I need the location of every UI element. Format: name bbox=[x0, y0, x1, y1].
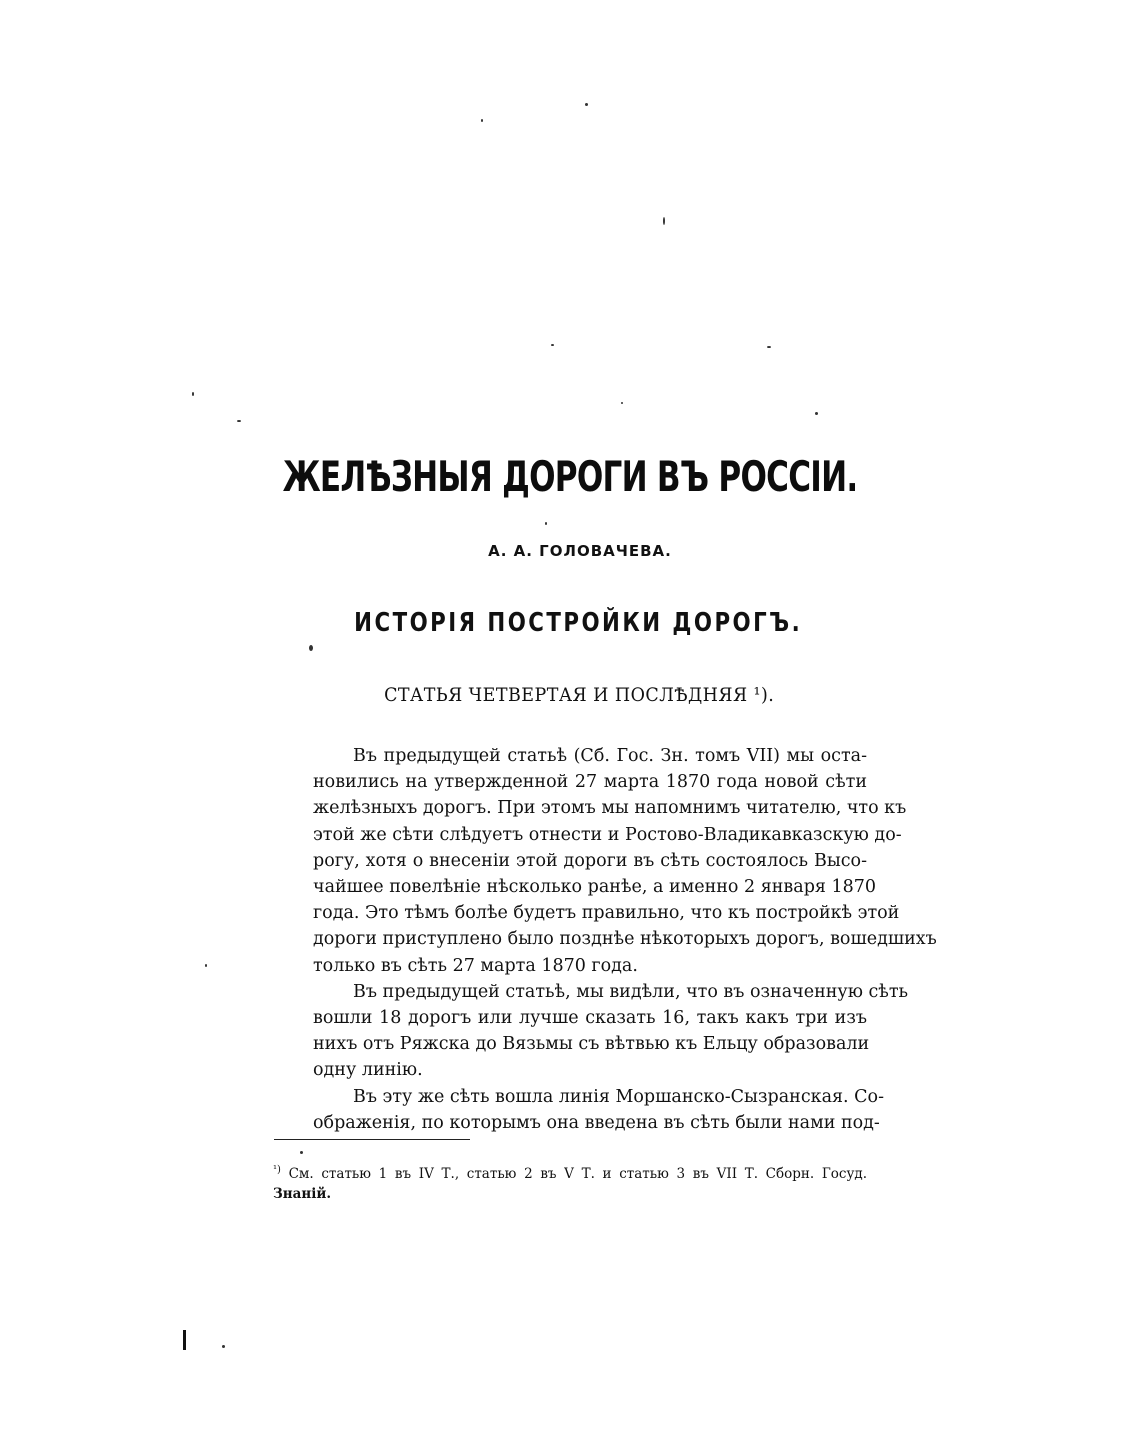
text-line: этой же сѣти слѣдуетъ отнести и Ростово-Владикавказскую до- bbox=[313, 824, 902, 845]
text-line: Въ предыдущей статьѣ, мы видѣли, что въ означенную сѣть bbox=[353, 981, 909, 1002]
scan-speck bbox=[815, 412, 818, 415]
scan-speck bbox=[192, 392, 194, 396]
text-line: Въ предыдущей статьѣ (Сб. Гос. Зн. томъ VII) мы оста- bbox=[353, 746, 867, 766]
text-line: чайшее повелѣніе нѣсколько ранѣе, а именно 2 января 1870 bbox=[313, 877, 877, 898]
text-line: дороги приступлено было позднѣе нѣкоторыхъ дорогъ, вошедшихъ bbox=[313, 929, 937, 950]
text-line: новились на утвержденной 27 марта 1870 года новой сѣти bbox=[313, 772, 867, 793]
author-name: А. А. ГОЛОВАЧЕВА. bbox=[488, 542, 672, 560]
footnote-line: Знаній. bbox=[273, 1186, 332, 1202]
scan-speck bbox=[663, 217, 665, 225]
scan-speck bbox=[551, 344, 554, 346]
scan-speck bbox=[585, 103, 588, 106]
scan-speck bbox=[309, 645, 313, 651]
scan-speck bbox=[621, 402, 623, 404]
article-title: ЖЕЛѢЗНЫЯ ДОРОГИ ВЪ РОССІИ. bbox=[282, 452, 858, 501]
scan-speck bbox=[183, 1330, 186, 1350]
text-line: Въ эту же сѣть вошла линія Моршанско-Сызранская. Со- bbox=[353, 1086, 885, 1107]
paragraph bbox=[273, 1084, 885, 1136]
scan-speck bbox=[300, 1151, 303, 1154]
footnote-text: См. статью 1 въ IV Т., статью 2 въ V Т. и статью 3 въ VII Т. Сборн. Госуд. bbox=[288, 1166, 867, 1182]
body-text bbox=[273, 743, 937, 1136]
text-line: ображенія, по которымъ она введена въ сѣть были нами под- bbox=[313, 1112, 880, 1133]
paragraph bbox=[273, 979, 909, 1084]
text-line: только въ сѣть 27 марта 1870 года. bbox=[313, 955, 638, 976]
article-subtitle: СТАТЬЯ ЧЕТВЕРТАЯ И ПОСЛѢДНЯЯ ¹). bbox=[384, 684, 775, 706]
text-line: вошли 18 дорогъ или лучше сказать 16, такъ какъ три изъ bbox=[313, 1008, 867, 1029]
text-line: нихъ отъ Ряжска до Вязьмы съ вѣтвью къ Ельцу образовали bbox=[313, 1034, 870, 1055]
text-line: рогу, хотя о внесеніи этой дороги въ сѣть состоялось Высо- bbox=[313, 850, 867, 871]
scan-speck bbox=[205, 964, 207, 967]
text-line: желѣзныхъ дорогъ. При этомъ мы напомнимъ читателю, что къ bbox=[313, 798, 907, 819]
text-line: одну линію. bbox=[313, 1060, 423, 1081]
scan-speck bbox=[481, 119, 483, 122]
footnote-divider bbox=[274, 1139, 470, 1140]
text-line: года. Это тѣмъ болѣе будетъ правильно, что къ постройкѣ этой bbox=[313, 903, 900, 924]
scan-speck bbox=[237, 420, 241, 422]
footnote-mark: ¹) bbox=[273, 1164, 281, 1176]
scan-speck bbox=[545, 522, 547, 525]
scan-speck bbox=[222, 1345, 225, 1348]
scan-speck bbox=[767, 346, 771, 348]
footnote bbox=[273, 1164, 867, 1204]
paragraph bbox=[273, 743, 937, 979]
section-title: ИСТОРІЯ ПОСТРОЙКИ ДОРОГЪ. bbox=[354, 608, 803, 638]
footnote-line bbox=[273, 1164, 867, 1184]
